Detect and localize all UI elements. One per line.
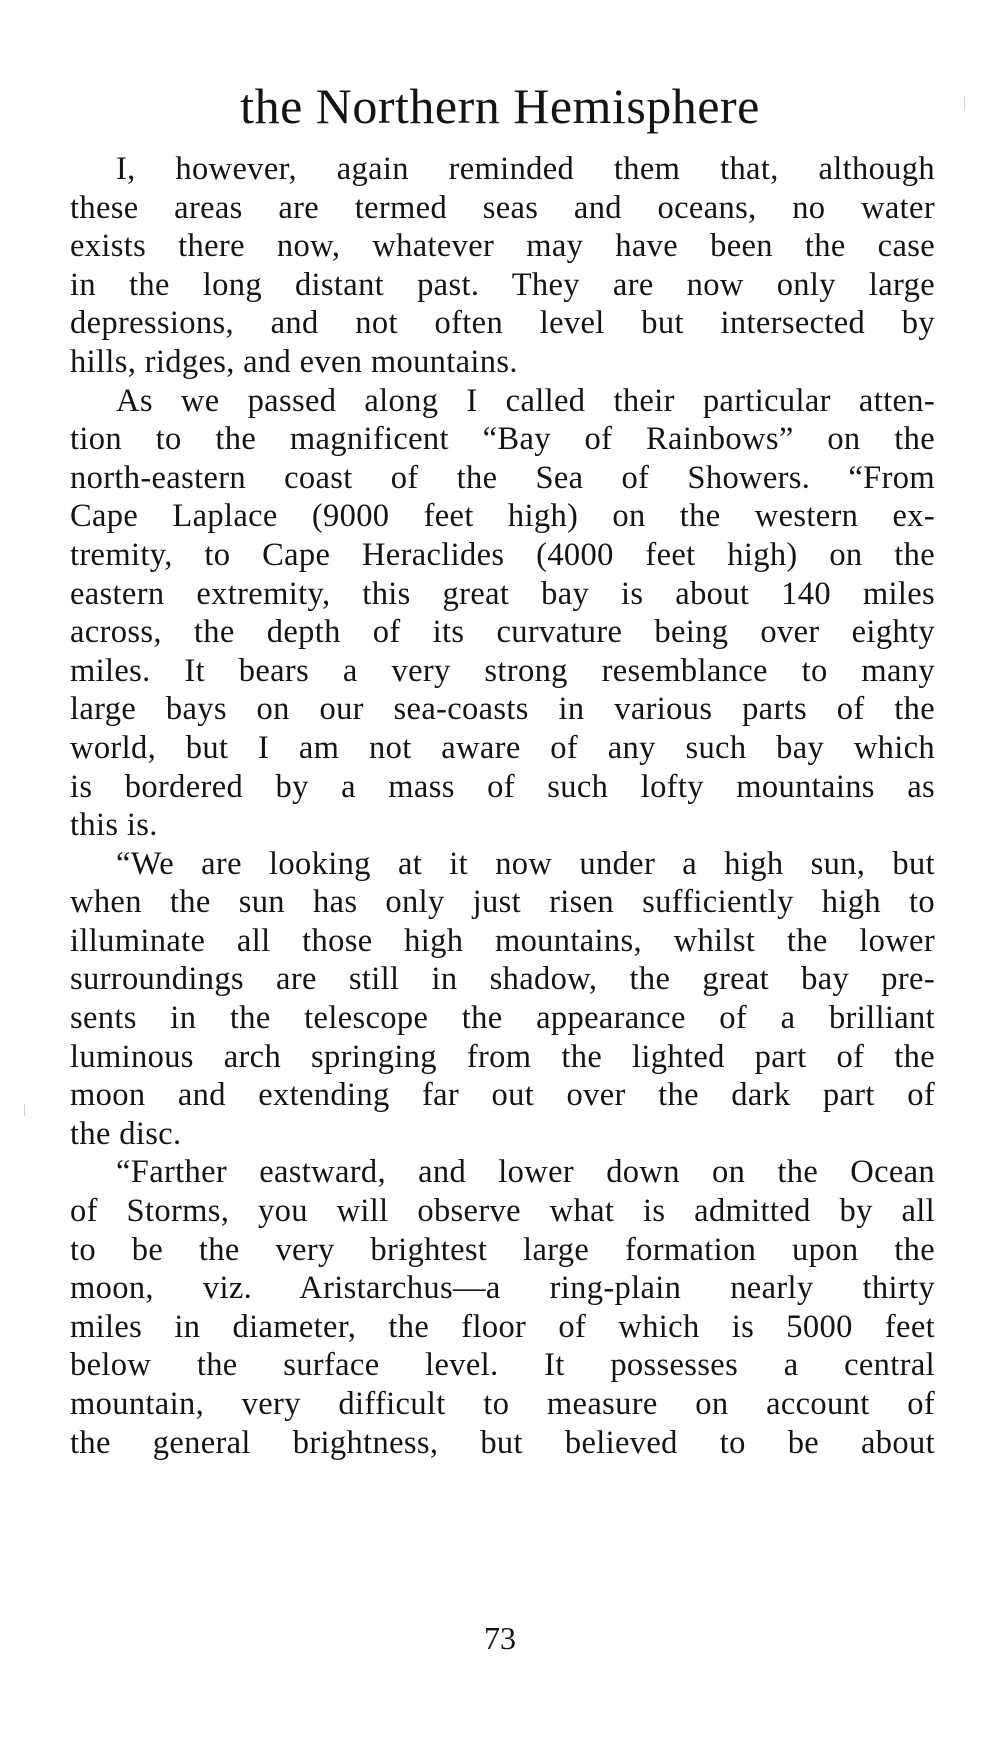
text-line: north-eastern coast of the Sea of Showers. “From — [70, 459, 935, 496]
page-number: 73 — [484, 1620, 516, 1656]
scan-margin-mark — [964, 96, 965, 110]
text-line: tremity, to Cape Heraclides (4000 feet high) on the — [70, 536, 935, 573]
text-line: depressions, and not often level but intersected by — [70, 305, 935, 342]
paragraph-3 — [70, 845, 935, 1154]
text-line: eastern extremity, this great bay is about 140 miles — [70, 575, 935, 612]
text-line: these areas are termed seas and oceans, no water — [70, 189, 935, 226]
text-line: when the sun has only just risen sufficiently high to — [70, 884, 935, 921]
scan-margin-mark — [24, 1104, 25, 1116]
text-line: this is. — [70, 807, 158, 844]
text-line: across, the depth of its curvature being over eighty — [70, 614, 935, 651]
paragraph-2 — [70, 382, 935, 845]
text-line: exists there now, whatever may have been the case — [70, 228, 935, 265]
text-line: hills, ridges, and even mountains. — [70, 343, 518, 380]
text-line: “We are looking at it now under a high sun, but — [116, 845, 935, 882]
text-line: moon, viz. Aristarchus—a ring-plain nearly thirty — [70, 1270, 935, 1307]
text-line: large bays on our sea-coasts in various parts of the — [70, 691, 935, 728]
text-line: of Storms, you will observe what is admitted by all — [70, 1193, 935, 1230]
text-line: mountain, very difficult to measure on account of — [70, 1386, 935, 1422]
text-line: is bordered by a mass of such lofty mountains as — [70, 768, 935, 805]
text-line: the disc. — [70, 1115, 182, 1152]
text-line: luminous arch springing from the lighted part of the — [70, 1038, 935, 1075]
text-line: in the long distant past. They are now only large — [70, 266, 935, 303]
running-head: the Northern Hemisphere — [240, 78, 760, 134]
text-line: to be the very brightest large formation upon the — [70, 1231, 935, 1268]
text-line: illuminate all those high mountains, whilst the lower — [70, 922, 935, 959]
text-line: the general brightness, but believed to be about — [70, 1424, 935, 1461]
text-line: I, however, again reminded them that, although — [116, 151, 935, 187]
paragraph-1 — [70, 150, 935, 382]
text-line: miles in diameter, the floor of which is 5000 feet — [70, 1308, 935, 1345]
text-line: Cape Laplace (9000 feet high) on the western ex- — [70, 498, 935, 535]
text-line: sents in the telescope the appearance of a brilliant — [70, 1000, 935, 1037]
text-line: As we passed along I called their particular atten- — [116, 382, 935, 419]
text-line: below the surface level. It possesses a central — [70, 1347, 935, 1384]
text-line: tion to the magnificent “Bay of Rainbows” on the — [70, 421, 935, 458]
body-text — [70, 150, 935, 1462]
text-line: miles. It bears a very strong resemblance to many — [70, 652, 935, 689]
text-line: moon and extending far out over the dark part of — [70, 1077, 935, 1114]
text-line: “Farther eastward, and lower down on the Ocean — [116, 1154, 935, 1191]
text-line: world, but I am not aware of any such bay which — [70, 729, 935, 766]
text-line: surroundings are still in shadow, the great bay pre- — [70, 961, 935, 998]
paragraph-4 — [70, 1153, 935, 1462]
